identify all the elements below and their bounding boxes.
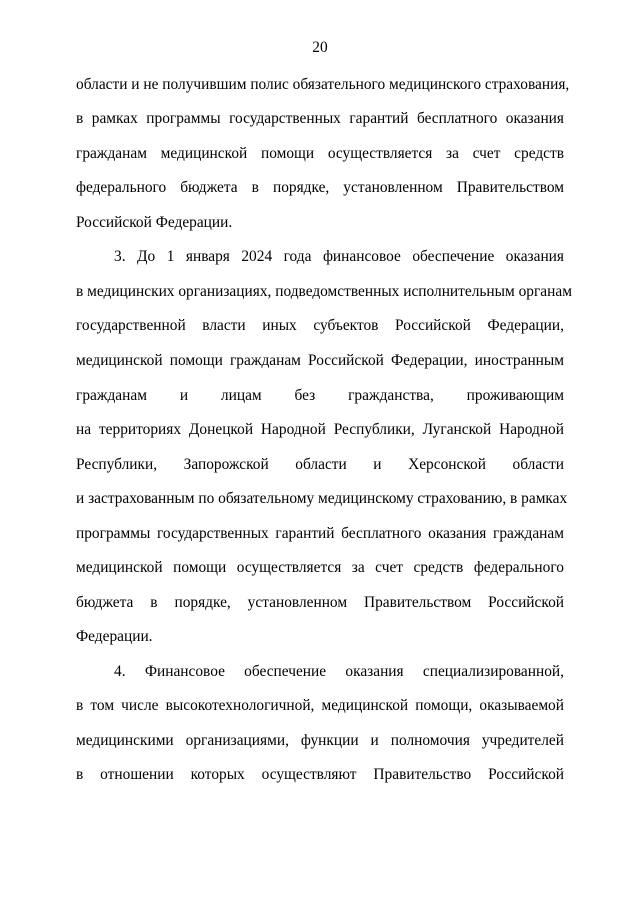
text-line: Республики, Запорожской области и Херсонской области: [76, 456, 564, 473]
text-line: на территориях Донецкой Народной Республики, Луганской Народной: [76, 421, 564, 438]
text-line: в том числе высокотехнологичной, медицинской помощи, оказываемой: [76, 697, 564, 714]
text-line: в медицинских организациях, подведомственных исполнительным органам: [76, 283, 572, 300]
text-line: федерального бюджета в порядке, установленном Правительством: [76, 179, 564, 196]
text-line: области и не получившим полис обязательного медицинского страхования,: [76, 76, 570, 93]
text-line: бюджета в порядке, установленном Правительством Российской: [76, 594, 564, 611]
text-line: медицинской помощи осуществляется за счет средств федерального: [76, 559, 564, 576]
text-line: Федерации.: [76, 628, 153, 645]
text-line: и застрахованным по обязательному медицинскому страхованию, в рамках: [76, 490, 568, 507]
text-line: программы государственных гарантий бесплатного оказания гражданам: [76, 525, 564, 542]
text-line: Российской Федерации.: [76, 214, 233, 231]
text-line: медицинской помощи гражданам Российской Федерации, иностранным: [76, 352, 564, 369]
paragraph-3-first-line: 3. До 1 января 2024 года финансовое обеспечение оказания: [114, 248, 564, 265]
page-number: 20: [312, 39, 328, 56]
text-line: гражданам медицинской помощи осуществляется за счет средств: [76, 145, 564, 162]
text-line: в отношении которых осуществляют Правительство Российской: [76, 766, 564, 783]
text-line: государственной власти иных субъектов Российской Федерации,: [76, 317, 564, 334]
text-line: в рамках программы государственных гарантий бесплатного оказания: [76, 110, 564, 127]
text-line: медицинскими организациями, функции и полномочия учредителей: [76, 732, 564, 749]
paragraph-4-first-line: 4. Финансовое обеспечение оказания специализированной,: [114, 663, 564, 680]
text-line: гражданам и лицам без гражданства, проживающим: [76, 387, 564, 404]
